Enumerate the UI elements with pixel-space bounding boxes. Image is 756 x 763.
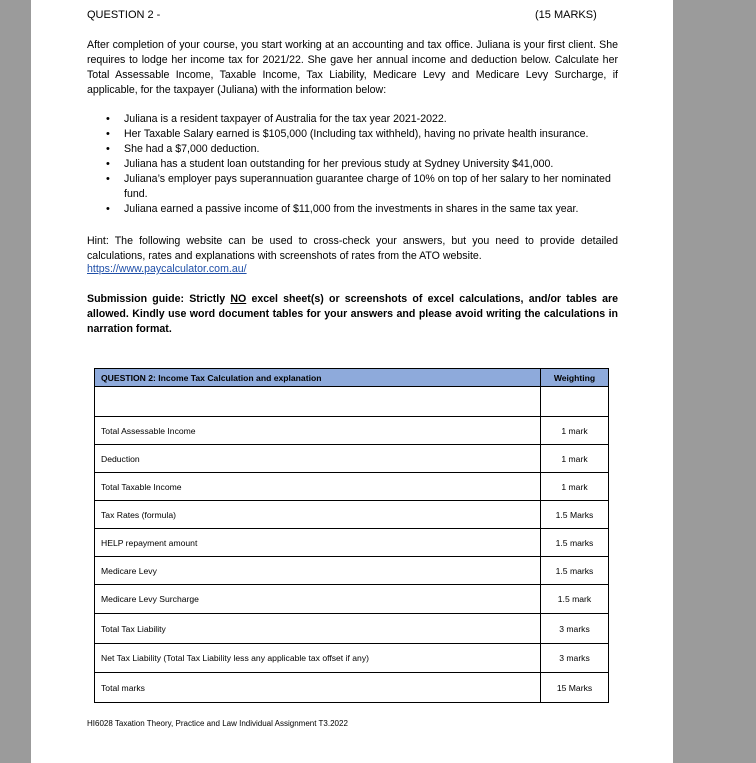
row-weighting: 1 mark [541, 417, 609, 445]
table-row [95, 473, 609, 501]
list-item: • She had a $7,000 deduction. [87, 142, 618, 157]
header-item: QUESTION 2: Income Tax Calculation and explanation [95, 369, 541, 387]
table-row [95, 501, 609, 529]
row-item: Tax Rates (formula) [95, 501, 541, 529]
table-row [95, 529, 609, 557]
submission-guide [87, 292, 618, 337]
row-item: Net Tax Liability (Total Tax Liability less any applicable tax offset if any) [95, 644, 541, 673]
guide-emphasis: NO [230, 293, 247, 305]
paycalculator-link[interactable]: https://www.paycalculator.com.au/ [87, 263, 247, 275]
row-item: Total Assessable Income [95, 417, 541, 445]
list-item: • Juliana’s employer pays superannuation guarantee charge of 10% on top of her salary to her nominated fund. [87, 172, 618, 202]
row-weighting: 1.5 marks [541, 529, 609, 557]
row-item: Total Taxable Income [95, 473, 541, 501]
header-weighting: Weighting [541, 369, 609, 387]
table-row-empty [95, 387, 609, 417]
question-title: QUESTION 2 - [87, 9, 161, 21]
row-weighting: 3 marks [541, 614, 609, 644]
row-weighting: 1 mark [541, 473, 609, 501]
document-page [31, 0, 673, 763]
facts-list [87, 112, 618, 217]
marking-table [94, 368, 609, 703]
guide-text-start: Submission guide: Strictly [87, 293, 231, 305]
list-item: • Juliana earned a passive income of $11,000 from the investments in shares in the same tax year. [87, 202, 618, 217]
row-item: Total Tax Liability [95, 614, 541, 644]
list-item: • Juliana has a student loan outstanding for her previous study at Sydney University $41,000. [87, 157, 618, 172]
row-weighting: 15 Marks [541, 673, 609, 703]
question-marks: (15 MARKS) [535, 9, 597, 21]
table-row [95, 557, 609, 585]
row-item: Medicare Levy [95, 557, 541, 585]
page-footer: HI6028 Taxation Theory, Practice and Law Individual Assignment T3.2022 [87, 719, 348, 728]
table-row [95, 417, 609, 445]
row-weighting: 1 mark [541, 445, 609, 473]
row-weighting: 1.5 mark [541, 585, 609, 614]
table-row [95, 585, 609, 614]
table-cell [541, 387, 609, 417]
table-row [95, 445, 609, 473]
hint-paragraph: Hint: The following website can be used to cross-check your answers, but you need to provide detailed calculations, rates and explanations with screenshots of rates from the ATO website. [87, 235, 618, 262]
table-cell [95, 387, 541, 417]
table-row [95, 673, 609, 703]
guide-text-end: excel sheet(s) or screenshots of excel calculations, and/or tables are allowed. Kindly use word document tables for your answers and please avoid writing the calculations in narration format. [87, 293, 618, 335]
table-row [95, 644, 609, 673]
table-row [95, 614, 609, 644]
row-item: HELP repayment amount [95, 529, 541, 557]
row-weighting: 1.5 Marks [541, 501, 609, 529]
row-item: Deduction [95, 445, 541, 473]
row-item: Total marks [95, 673, 541, 703]
row-weighting: 1.5 marks [541, 557, 609, 585]
list-item: • Her Taxable Salary earned is $105,000 (Including tax withheld), having no private health insurance. [87, 127, 618, 142]
row-weighting: 3 marks [541, 644, 609, 673]
list-item: • Juliana is a resident taxpayer of Australia for the tax year 2021-2022. [87, 112, 618, 127]
table-header-row [95, 369, 609, 387]
row-item: Medicare Levy Surcharge [95, 585, 541, 614]
intro-paragraph: After completion of your course, you start working at an accounting and tax office. Juliana is your first client. She requires to lodge her income tax for 2021/22. She gave her annual income and deduction below. Calculate her Total Assessable Income, Taxable Income, Tax Liability, Medicare Levy and Medicare Levy Surcharge, if applicable, for the taxpayer (Juliana) with the information below: [87, 39, 618, 96]
